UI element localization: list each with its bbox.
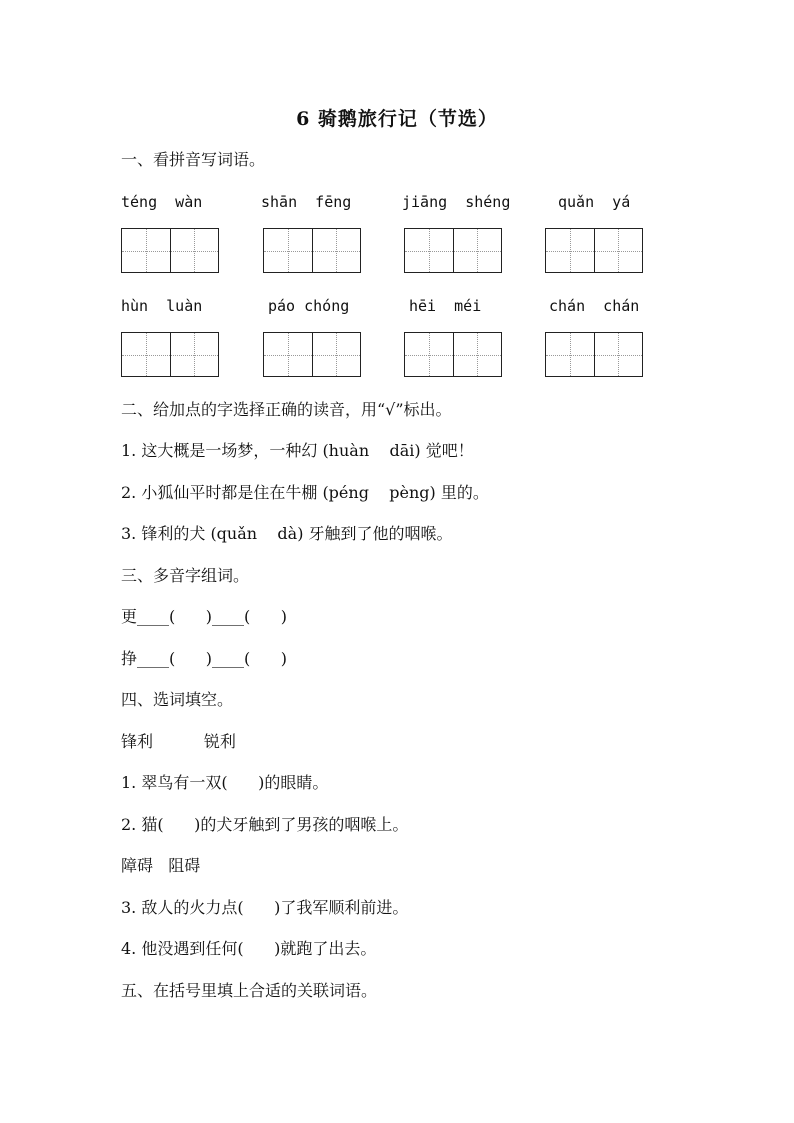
- pinyin-6: páo chóng: [268, 297, 350, 315]
- pinyin-8: chán chán: [549, 297, 640, 315]
- pinyin-5: hùn luàn: [121, 297, 203, 315]
- writing-grid-5[interactable]: [121, 332, 219, 377]
- section3-item-2: 挣____( )____( ): [121, 649, 288, 668]
- section3-item-1: 更____( )____( ): [121, 607, 288, 626]
- pinyin-2: shān fēng: [261, 193, 352, 211]
- writing-grid-6[interactable]: [263, 332, 361, 377]
- word-choice-group-1: 锋利 锐利: [121, 732, 236, 751]
- writing-grid-7[interactable]: [404, 332, 502, 377]
- section4-item-3: 3. 敌人的火力点( )了我军顺利前进。: [121, 898, 409, 917]
- word-choice-group-2: 障碍 阻碍: [121, 856, 201, 875]
- section5-heading: 五、在括号里填上合适的关联词语。: [121, 981, 378, 1000]
- writing-grid-1[interactable]: [121, 228, 219, 273]
- pinyin-4: quǎn yá: [558, 193, 631, 211]
- writing-grid-8[interactable]: [545, 332, 643, 377]
- section2-item-3: 3. 锋利的犬 (quǎn dà) 牙触到了他的咽喉。: [121, 524, 453, 543]
- pinyin-7: hēi méi: [409, 297, 482, 315]
- pinyin-row-2: [121, 296, 681, 316]
- section4-item-1: 1. 翠鸟有一双( )的眼睛。: [121, 773, 329, 792]
- section2-item-1: 1. 这大概是一场梦，一种幻 (huàn dāi) 觉吧！: [121, 441, 474, 460]
- writing-grid-3[interactable]: [404, 228, 502, 273]
- pinyin-3: jiāng shéng: [402, 193, 511, 211]
- section2-item-2: 2. 小狐仙平时都是住在牛棚 (péng pèng) 里的。: [121, 483, 489, 502]
- page-title: 6 骑鹅旅行记（节选）: [296, 108, 498, 130]
- writing-grid-2[interactable]: [263, 228, 361, 273]
- section3-heading: 三、多音字组词。: [121, 566, 250, 585]
- writing-grid-4[interactable]: [545, 228, 643, 273]
- pinyin-1: téng wàn: [121, 193, 203, 211]
- section4-item-2: 2. 猫( )的犬牙触到了男孩的咽喉上。: [121, 815, 409, 834]
- section1-heading: 一、看拼音写词语。: [121, 150, 266, 169]
- section4-heading: 四、选词填空。: [121, 690, 234, 709]
- section4-item-4: 4. 他没遇到任何( )就跑了出去。: [121, 939, 377, 958]
- pinyin-row-1: [121, 192, 681, 212]
- section2-heading: 二、给加点的字选择正确的读音，用“√”标出。: [121, 400, 452, 419]
